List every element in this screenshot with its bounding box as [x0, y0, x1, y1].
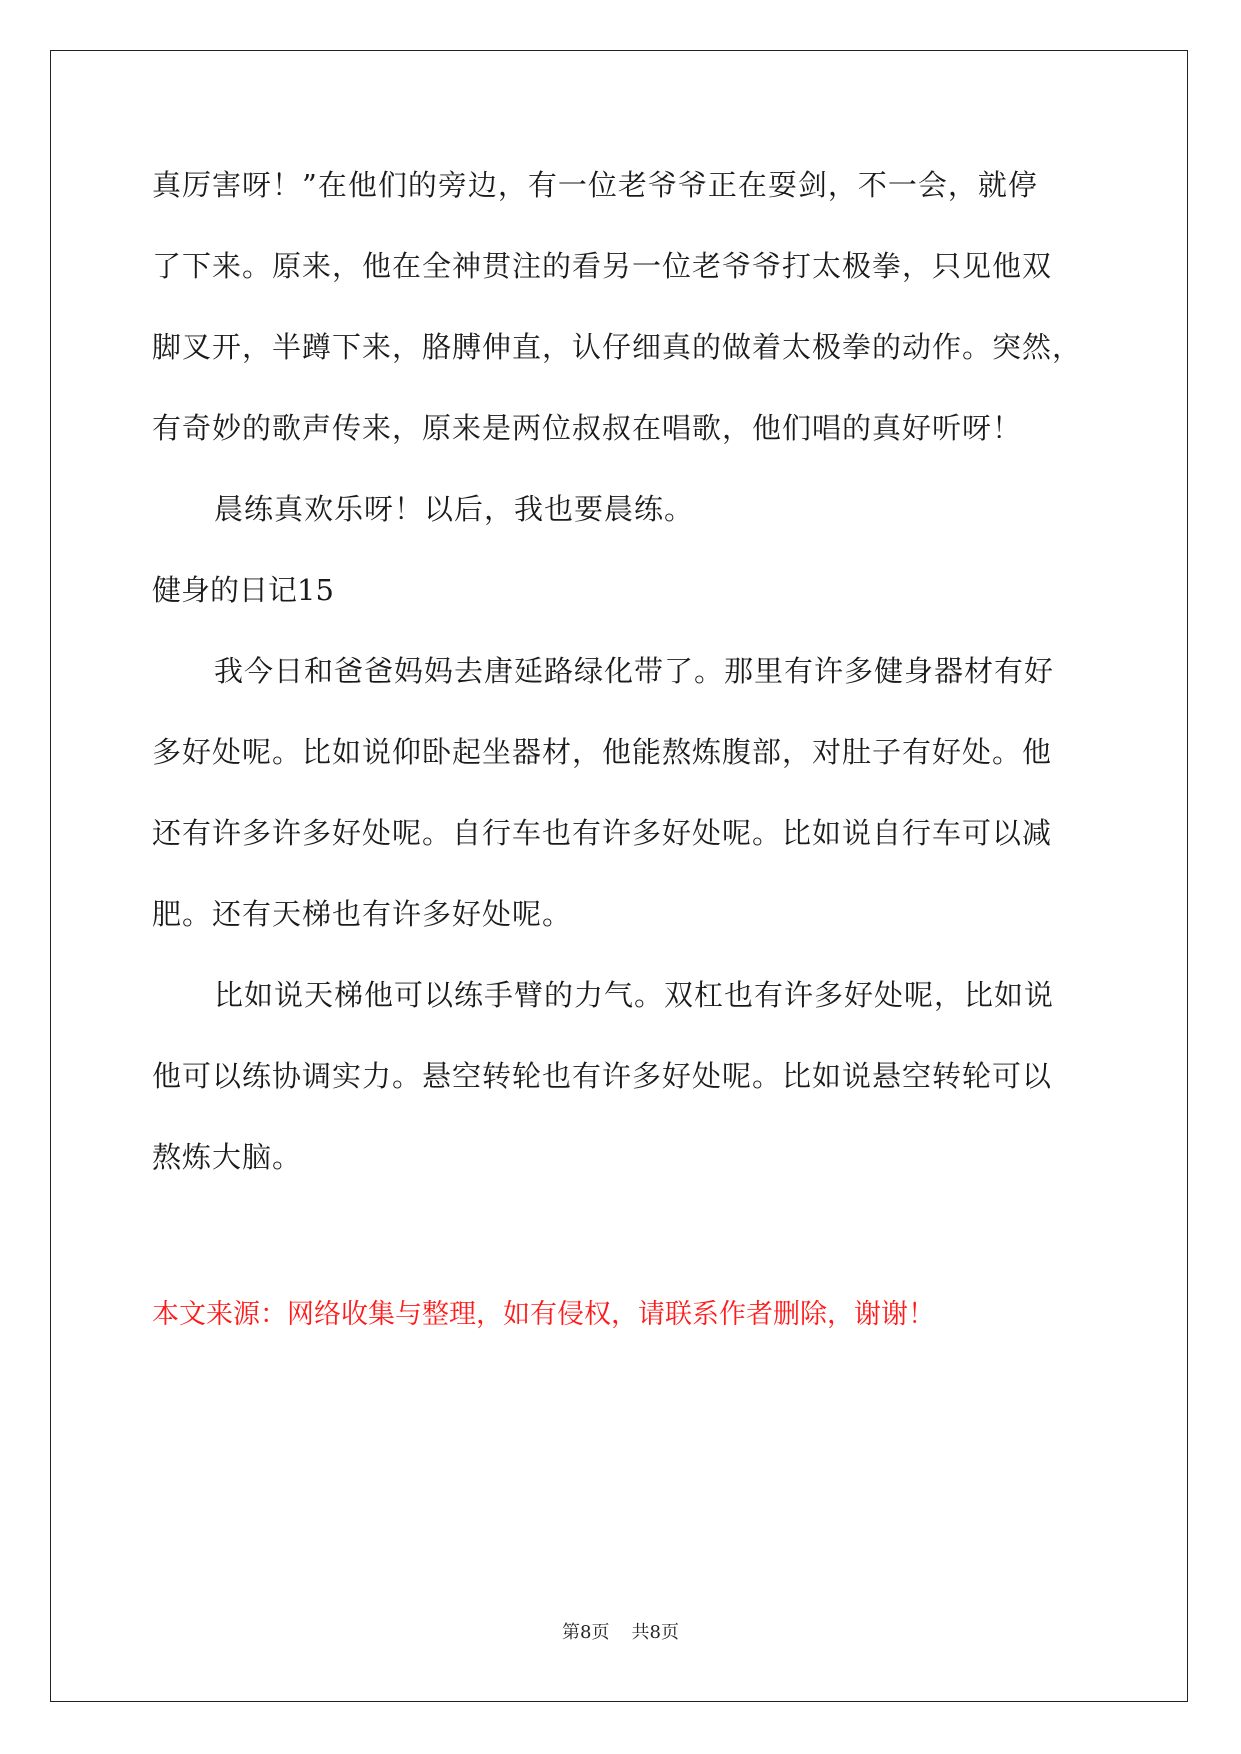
text-line: 还有许多许多好处呢。自行车也有许多好处呢。比如说自行车可以减 [152, 816, 1053, 850]
text-line: 肥。还有天梯也有许多好处呢。 [152, 897, 573, 931]
text-line: 他可以练协调实力。悬空转轮也有许多好处呢。比如说悬空转轮可以 [152, 1059, 1053, 1093]
text-line: 真厉害呀！”在他们的旁边，有一位老爷爷正在耍剑，不一会，就停 [152, 168, 1038, 202]
page-number-current: 第8页 [562, 1622, 610, 1643]
page-footer [0, 1618, 1241, 1644]
text-line: 熬炼大脑。 [152, 1140, 303, 1174]
text-line: 晨练真欢乐呀！以后，我也要晨练。 [214, 492, 695, 526]
text-line: 了下来。原来，他在全神贯注的看另一位老爷爷打太极拳，只见他双 [152, 249, 1053, 283]
page-number-total: 共8页 [631, 1622, 679, 1643]
text-line: 我今日和爸爸妈妈去唐延路绿化带了。那里有许多健身器材有好 [214, 654, 1055, 688]
copyright-notice: 本文来源：网络收集与整理，如有侵权，请联系作者删除，谢谢！ [152, 1299, 935, 1330]
text-line: 脚叉开，半蹲下来，胳膊伸直，认仔细真的做着太极拳的动作。突然， [152, 330, 1083, 364]
text-line: 多好处呢。比如说仰卧起坐器材，他能熬炼腹部，对肚子有好处。他 [152, 735, 1053, 769]
document-body [152, 160, 1112, 1213]
text-line: 有奇妙的歌声传来，原来是两位叔叔在唱歌，他们唱的真好听呀！ [152, 411, 1023, 445]
text-line: 比如说天梯他可以练手臂的力气。双杠也有许多好处呢，比如说 [214, 978, 1055, 1012]
section-heading: 健身的日记15 [152, 573, 334, 607]
